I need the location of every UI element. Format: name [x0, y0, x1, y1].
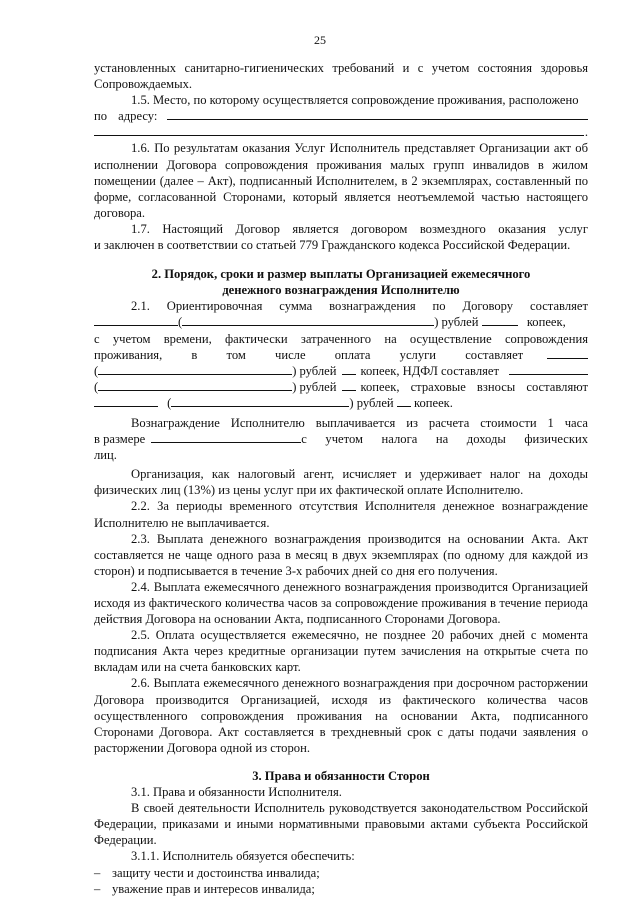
clause-2-1-line2	[94, 314, 588, 330]
reward-line1: Вознаграждение Исполнителю выплачивается из расчета стоимости 1 часа	[131, 415, 588, 430]
ndfl-label: копеек, НДФЛ составляет	[360, 363, 499, 378]
reward-line2	[94, 431, 588, 447]
page-number: 25	[314, 33, 326, 47]
law-paragraph: В своей деятельности Исполнитель руководствуется законодательством Российской Федерации, приказами и иными нормативными правовыми актами субъекта Российской Федерации.	[94, 801, 588, 848]
bullet-text-1: защиту чести и достоинства инвалида;	[112, 865, 320, 880]
clause-2-5: 2.5. Оплата осуществляется ежемесячно, не позднее 20 рабочих дней с момента подписания Акта через кредитные организации путем зачисления на открытые счета по вкладам или на счета банковских карт.	[94, 628, 588, 675]
payment-label: проживания, в том числе оплата услуги составляет	[94, 347, 524, 362]
clause-1-7-line2: и заключен в соответствии со статьей 779 Гражданского кодекса Российской Федерации.	[94, 238, 571, 253]
section-2-heading-line2: денежного вознаграждения Исполнителю	[222, 283, 460, 298]
paren-open-2: (	[94, 363, 99, 378]
address-end: .	[584, 125, 588, 140]
clause-1-6: 1.6. По результатам оказания Услуг Исполнитель представляет Организации акт об исполнении Договора сопровождения проживания малых групп инвалидов в жилом помещении (далее – Акт), подписанный Исполнителем, в 2 экземплярах, составленный по форме, согласованной Сторонами, который является неотъемлемой частью настоящего договора.	[94, 141, 588, 220]
ndfl-words-blank	[98, 379, 292, 391]
insurance-words-blank	[171, 395, 349, 407]
payment-words-blank	[98, 363, 292, 375]
tax-agent-paragraph: Организация, как налоговый агент, исчисляет и удерживает налог на доходы физических лиц (13%) из цены услуг при их фактической оплате Исполнителю.	[94, 467, 588, 498]
clause-2-1-line7	[94, 395, 588, 411]
bullet-dash-1: –	[94, 865, 101, 880]
insurance-blank	[94, 395, 158, 407]
payment-blank	[547, 347, 588, 359]
bullet-item-2	[94, 881, 588, 897]
address-blank	[167, 108, 588, 120]
amount-blank	[94, 314, 178, 326]
bullet-dash-2: –	[94, 881, 101, 896]
clause-2-1-line6	[94, 379, 588, 395]
clause-1-5-address-line2	[94, 124, 588, 140]
clause-2-6: 2.6. Выплата ежемесячного денежного вознаграждения при досрочном расторжении Договора производится Организацией, исходя из фактического количества часов осуществленного сопровождения проживания на основании Акта, подписанного Сторонами Договора. Акт составляется в трехдневный срок с даты подачи заявления о расторжении Договора одной из сторон.	[94, 676, 588, 755]
document-body	[94, 60, 588, 897]
rate-tax-label: с учетом налога на доходы физических	[301, 432, 588, 447]
bullet-text-2: уважение прав и интересов инвалида;	[112, 881, 315, 896]
section-3-heading: 3. Права и обязанности Сторон	[252, 768, 430, 783]
clause-1-5-address-line	[94, 108, 588, 124]
address-label: по адресу:	[94, 109, 158, 124]
clause-1-5-line1: 1.5. Место, по которому осуществляется сопровождение проживания, расположено	[131, 93, 579, 108]
bullet-item-1	[94, 865, 588, 881]
rubles-label: ) рублей	[434, 315, 479, 330]
kopecks-label-4: копеек.	[413, 395, 453, 410]
clause-3-1-1: 3.1.1. Исполнитель обязуется обеспечить:	[131, 849, 355, 864]
clause-2-4: 2.4. Выплата ежемесячного денежного вознаграждения производится Организацией исходя из фактического количества часов за сопровождение проживания в течение периода действия Договора на основании Акта, подписанного Сторонами Договора.	[94, 579, 588, 627]
reward-line3: лиц.	[94, 448, 117, 463]
kopecks-label: копеек,	[526, 315, 566, 330]
clause-2-1-line1: 2.1. Ориентировочная сумма вознаграждения по Договору составляет	[131, 299, 588, 314]
paren-open-4: (	[167, 395, 172, 410]
rubles-label-3: ) рублей	[292, 379, 337, 394]
amount-words-blank	[182, 314, 434, 326]
clause-2-1-line5	[94, 363, 588, 379]
paren-open-3: (	[94, 379, 99, 394]
section-2-heading-line1: 2. Порядок, сроки и размер выплаты Организацией ежемесячного	[151, 267, 531, 282]
kopecks-blank-2	[342, 363, 356, 375]
clause-1-7-line1: 1.7. Настоящий Договор является договором возмездного оказания услуг	[131, 221, 588, 236]
address-blank-2	[94, 124, 584, 136]
insurance-label: копеек, страховые взносы составляют	[360, 379, 588, 394]
rubles-label-2: ) рублей	[292, 363, 337, 378]
kopecks-blank-3	[342, 379, 356, 391]
clause-2-2: 2.2. За периоды временного отсутствия Исполнителя денежное вознаграждение Исполнителю не выплачивается.	[94, 499, 588, 530]
rubles-label-4: ) рублей	[349, 395, 394, 410]
kopecks-blank	[482, 314, 518, 326]
clause-3-1: 3.1. Права и обязанности Исполнителя.	[131, 785, 342, 800]
clause-2-3: 2.3. Выплата денежного вознаграждения производится на основании Акта. Акт составляется не чаще одного раза в месяц в двух экземплярах (по одному для каждой из сторон) и подписывается в течение 3-х рабочих дней со дня его получения.	[94, 531, 588, 578]
rate-label: в размере	[94, 432, 146, 447]
kopecks-blank-4	[397, 395, 411, 407]
ndfl-blank	[509, 363, 588, 375]
paragraph-continuation-line1: установленных санитарно-гигиенических требований и с учетом состояния здоровья	[94, 61, 588, 75]
clause-2-1-line3: с учетом времени, фактически затраченного на осуществление сопровождения	[94, 331, 588, 346]
clause-2-1-line4	[94, 347, 588, 363]
rate-blank	[151, 431, 301, 443]
paragraph-continuation-line2: Сопровождаемых.	[94, 77, 193, 92]
paren-open: (	[178, 315, 183, 330]
